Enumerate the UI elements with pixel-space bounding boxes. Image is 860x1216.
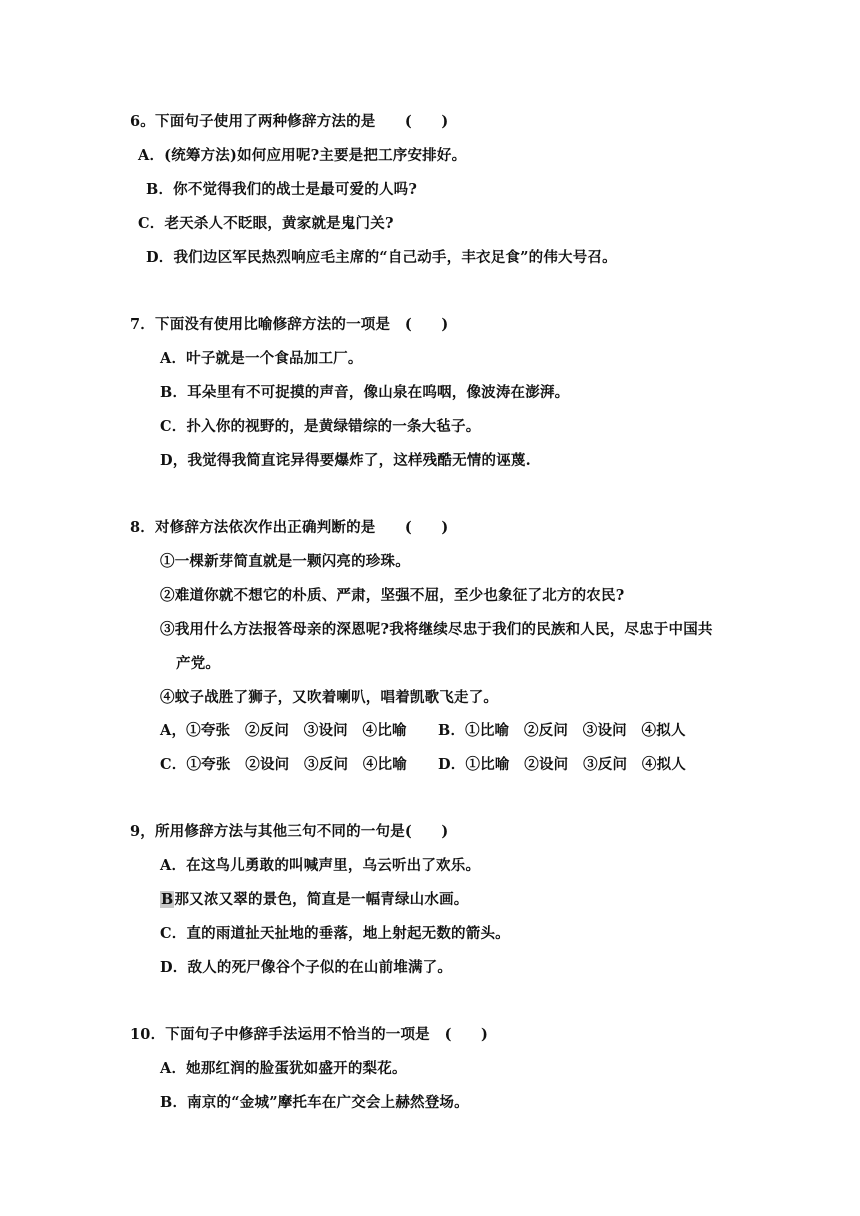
question-6-option-a: A．(统筹方法)如何应用呢?主要是把工序安排好。	[138, 147, 467, 164]
question-8-sentence-3-cont: 产党。	[176, 655, 221, 672]
question-10-option-a: A．她那红润的脸蛋犹如盛开的梨花。	[160, 1060, 407, 1077]
question-7-option-d: D，我觉得我简直诧异得要爆炸了，这样残酷无情的诬蔑.	[160, 452, 531, 469]
question-8-option-a: A，①夸张 ②反问 ③设问 ④比喻	[160, 722, 407, 739]
question-8-sentence-3: ③我用什么方法报答母亲的深恩呢?我将继续尽忠于我们的民族和人民，尽忠于中国共	[160, 621, 713, 638]
question-9-option-d: D．敌人的死尸像谷个子似的在山前堆满了。	[160, 959, 453, 976]
question-9-option-b-text: 那又浓又翠的景色，简直是一幅青绿山水画。	[174, 891, 469, 908]
question-7-option-c: C．扑入你的视野的，是黄绿错综的一条大毡子。	[160, 418, 481, 435]
question-9-option-a: A．在这鸟儿勇敢的叫喊声里，乌云听出了欢乐。	[160, 857, 481, 874]
question-8-option-b: B．①比喻 ②反问 ③设问 ④拟人	[438, 722, 686, 739]
question-6-option-c: C．老天杀人不眨眼，黄家就是鬼门关?	[138, 215, 394, 232]
question-9-option-b	[160, 890, 468, 910]
question-6-option-d: D．我们边区军民热烈响应毛主席的“自己动手，丰衣足食”的伟大号召。	[146, 249, 617, 266]
question-8-option-c: C．①夸张 ②设问 ③反问 ④比喻	[160, 756, 407, 773]
question-8-stem: 8．对修辞方法依次作出正确判断的是 ( )	[130, 519, 449, 536]
question-6-option-b: B．你不觉得我们的战士是最可爱的人吗?	[146, 181, 418, 198]
question-6-stem: 6。下面句子使用了两种修辞方法的是 ( )	[130, 113, 449, 130]
question-9-option-c: C．直的雨道扯天扯地的垂落，地上射起无数的箭头。	[160, 925, 510, 942]
question-7-option-b: B．耳朵里有不可捉摸的声音，像山泉在呜咽，像波涛在澎湃。	[160, 384, 570, 401]
question-9-option-b-letter: B	[161, 891, 174, 908]
question-7-option-a: A．叶子就是一个食品加工厂。	[160, 350, 363, 367]
question-7-stem: 7．下面没有使用比喻修辞方法的一项是 ( )	[130, 316, 449, 333]
question-10-stem: 10．下面句子中修辞手法运用不恰当的一项是 ( )	[130, 1026, 489, 1043]
question-10-option-b: B．南京的“金城”摩托车在广交会上赫然登场。	[160, 1094, 469, 1111]
question-8-sentence-4: ④蚊子战胜了狮子，又吹着喇叭，唱着凯歌飞走了。	[160, 689, 499, 706]
question-9-stem: 9，所用修辞方法与其他三句不同的一句是( )	[130, 823, 449, 840]
question-8-sentence-1: ①一棵新芽简直就是一颗闪亮的珍珠。	[160, 553, 410, 570]
question-8-sentence-2: ②难道你就不想它的朴质、严肃，坚强不屈，至少也象征了北方的农民?	[160, 587, 625, 604]
question-8-option-d: D．①比喻 ②设问 ③反问 ④拟人	[438, 756, 686, 773]
